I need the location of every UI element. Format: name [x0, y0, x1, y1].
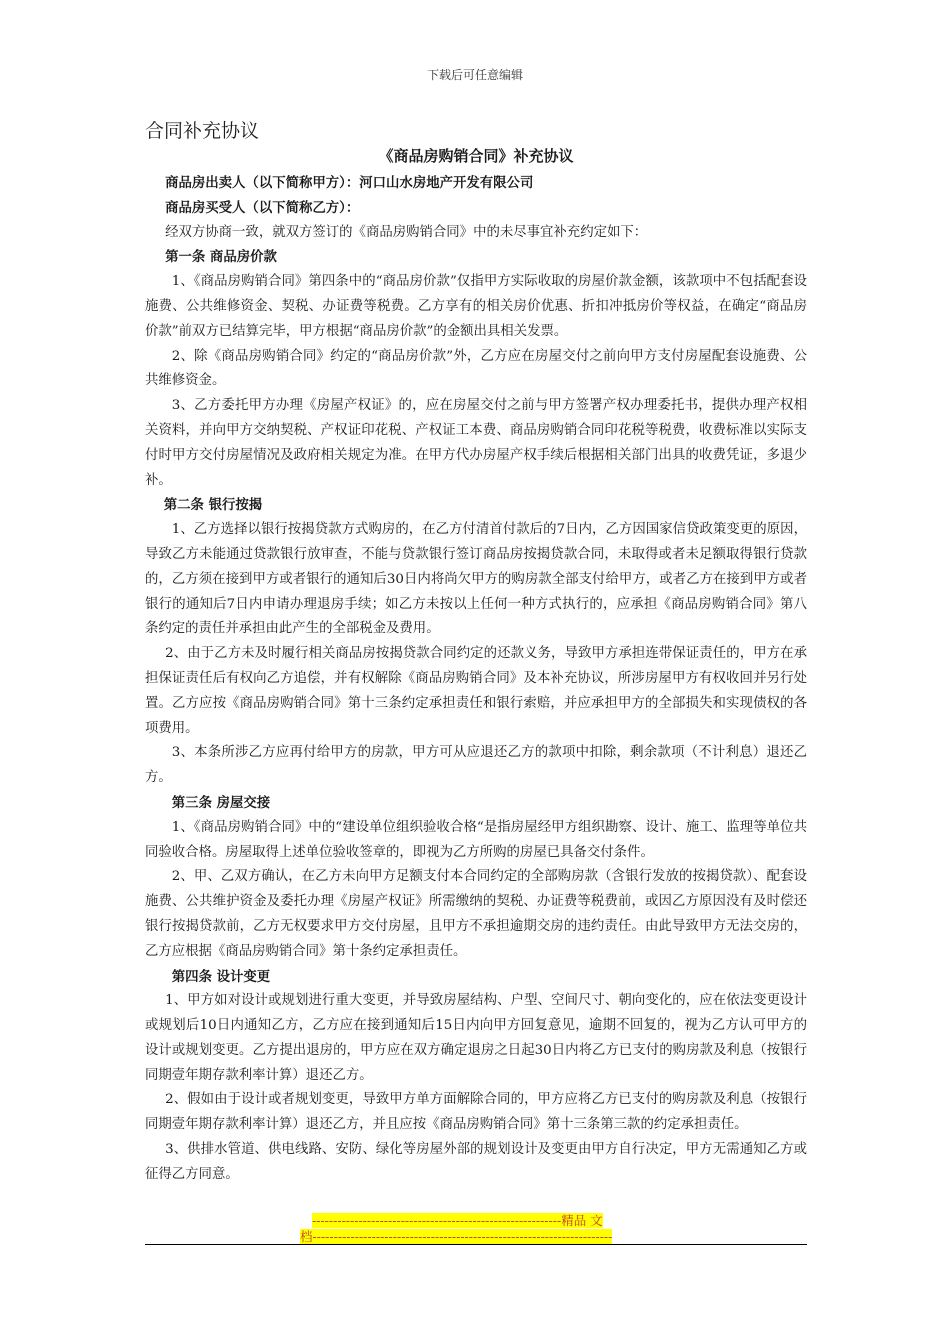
- article-title: 第三条 房屋交接: [171, 794, 271, 811]
- article-paragraph: 2、由于乙方未及时履行相关商品房按揭贷款合同约定的还款义务，导致甲方承担连带保证责任的，甲方在承担保证责任后有权向乙方追偿，并有权解除《商品房购销合同》及本补充协议，所涉房屋甲方有权收回并另行处置。乙方应按《商品房购销合同》第十三条约定承担责任和银行索赔，并应承担甲方的全部损失和实现债权的各项费用。: [145, 646, 807, 736]
- article-paragraph: 1、乙方选择以银行按揭贷款方式购房的，在乙方付清首付款后的7日内，乙方因国家信贷政策变更的原因，导致乙方未能通过贷款银行放审查，不能与贷款银行签订商品房按揭贷款合同，未取得或者未足额取得银行贷款的，乙方须在接到甲方或者银行的通知后30日内将尚欠甲方的购房款全部支付给甲方，或者乙方在接到甲方或者银行的通知后7日内申请办理退房手续；如乙方未按以上任何一种方式执行的，应承担《商品房购销合同》第八条约定的责任并承担由此产生的全部税金及费用。: [145, 522, 807, 637]
- footer-line-2: 档-----------------------------------------------------------------------: [300, 1229, 613, 1244]
- document-title: 合同补充协议: [145, 120, 260, 142]
- article-paragraph: 3、乙方委托甲方办理《房屋产权证》的，应在房屋交付之前与甲方签署产权办理委托书，提供办理产权相关资料，并向甲方交纳契税、产权证印花税、产权证工本费、商品房购销合同印花税等税费，收费标准以实际支付时甲方交付房屋情况及政府相关规定为准。在甲方代办房屋产权手续后根据相关部门出具的收费凭证，多退少补。: [145, 398, 807, 488]
- agreement-title: 《商品房购销合同》补充协议: [378, 147, 574, 165]
- footer-watermark: [300, 1213, 650, 1245]
- article-paragraph: 2、除《商品房购销合同》约定的“商品房价款”外，乙方应在房屋交付之前向甲方支付房屋配套设施费、公共维修资金。: [145, 348, 807, 389]
- article-paragraph: 1、甲方如对设计或规划进行重大变更，并导致房屋结构、户型、空间尺寸、朝向变化的，应在依法变更设计或规划后10日内通知乙方，乙方应在接到通知后15日内向甲方回复意见，逾期不回复的，视为乙方认可甲方的设计或规划变更。乙方提出退房的，甲方应在双方确定退房之日起30日内将乙方已支付的购房款及利息（按银行同期壹年期存款利率计算）退还乙方。: [145, 993, 807, 1083]
- article-paragraph: 3、本条所涉乙方应再付给甲方的房款，甲方可从应退还乙方的款项中扣除，剩余款项（不计利息）退还乙方。: [145, 745, 807, 786]
- seller-line: 商品房出卖人（以下简称甲方）：河口山水房地产开发有限公司: [165, 175, 534, 191]
- document-body: [145, 143, 807, 1188]
- article-paragraph: 3、供排水管道、供电线路、安防、绿化等房屋外部的规划设计及变更由甲方自行决定，甲方无需通知乙方或征得乙方同意。: [145, 1142, 807, 1182]
- article-paragraph: 1、《商品房购销合同》第四条中的“商品房价款”仅指甲方实际收取的房屋价款金额，该款项中不包括配套设施费、公共维修资金、契税、办证费等税费。乙方享有的相关房价优惠、折扣冲抵房价等权益，在确定“商品房价款”前双方已结算完毕，甲方根据“商品房价款”的金额出具相关发票。: [145, 274, 807, 339]
- intro-paragraph: 经双方协商一致，就双方签订的《商品房购销合同》中的未尽事宜补充约定如下：: [165, 224, 648, 240]
- buyer-line: 商品房买受人（以下简称乙方）：: [165, 199, 360, 216]
- article-paragraph: 2、假如由于设计或者规划变更，导致甲方单方面解除合同的，甲方应将乙方已支付的购房款及利息（按银行同期壹年期存款利率计算）退还乙方，并且应按《商品房购销合同》第十三条第三款的约定承担责任。: [145, 1092, 807, 1133]
- article-title: 第四条 设计变更: [171, 968, 271, 985]
- article-title: 第二条 银行按揭: [163, 497, 263, 514]
- header-note: 下载后可任意编辑: [426, 68, 523, 82]
- footer-divider: [145, 1244, 807, 1245]
- article-title: 第一条 商品房价款: [165, 249, 277, 266]
- footer-line-1: -----------------------------------------------------------精品 文: [312, 1213, 603, 1228]
- article-paragraph: 2、甲、乙双方确认，在乙方未向甲方足额支付本合同约定的全部购房款（含银行发放的按揭贷款）、配套设施费、公共维护资金及委托办理《房屋产权证》所需缴纳的契税、办证费等税费前，或因乙方原因没有及时偿还银行按揭贷款前，乙方无权要求甲方交付房屋，且甲方不承担逾期交房的违约责任。由此导致甲方无法交房的，乙方应根据《商品房购销合同》第十条约定承担责任。: [145, 869, 807, 959]
- article-paragraph: 1、《商品房购销合同》中的“建设单位组织验收合格“是指房屋经甲方组织勘察、设计、施工、监理等单位共同验收合格。房屋取得上述单位验收签章的，即视为乙方所购的房屋已具备交付条件。: [145, 819, 807, 860]
